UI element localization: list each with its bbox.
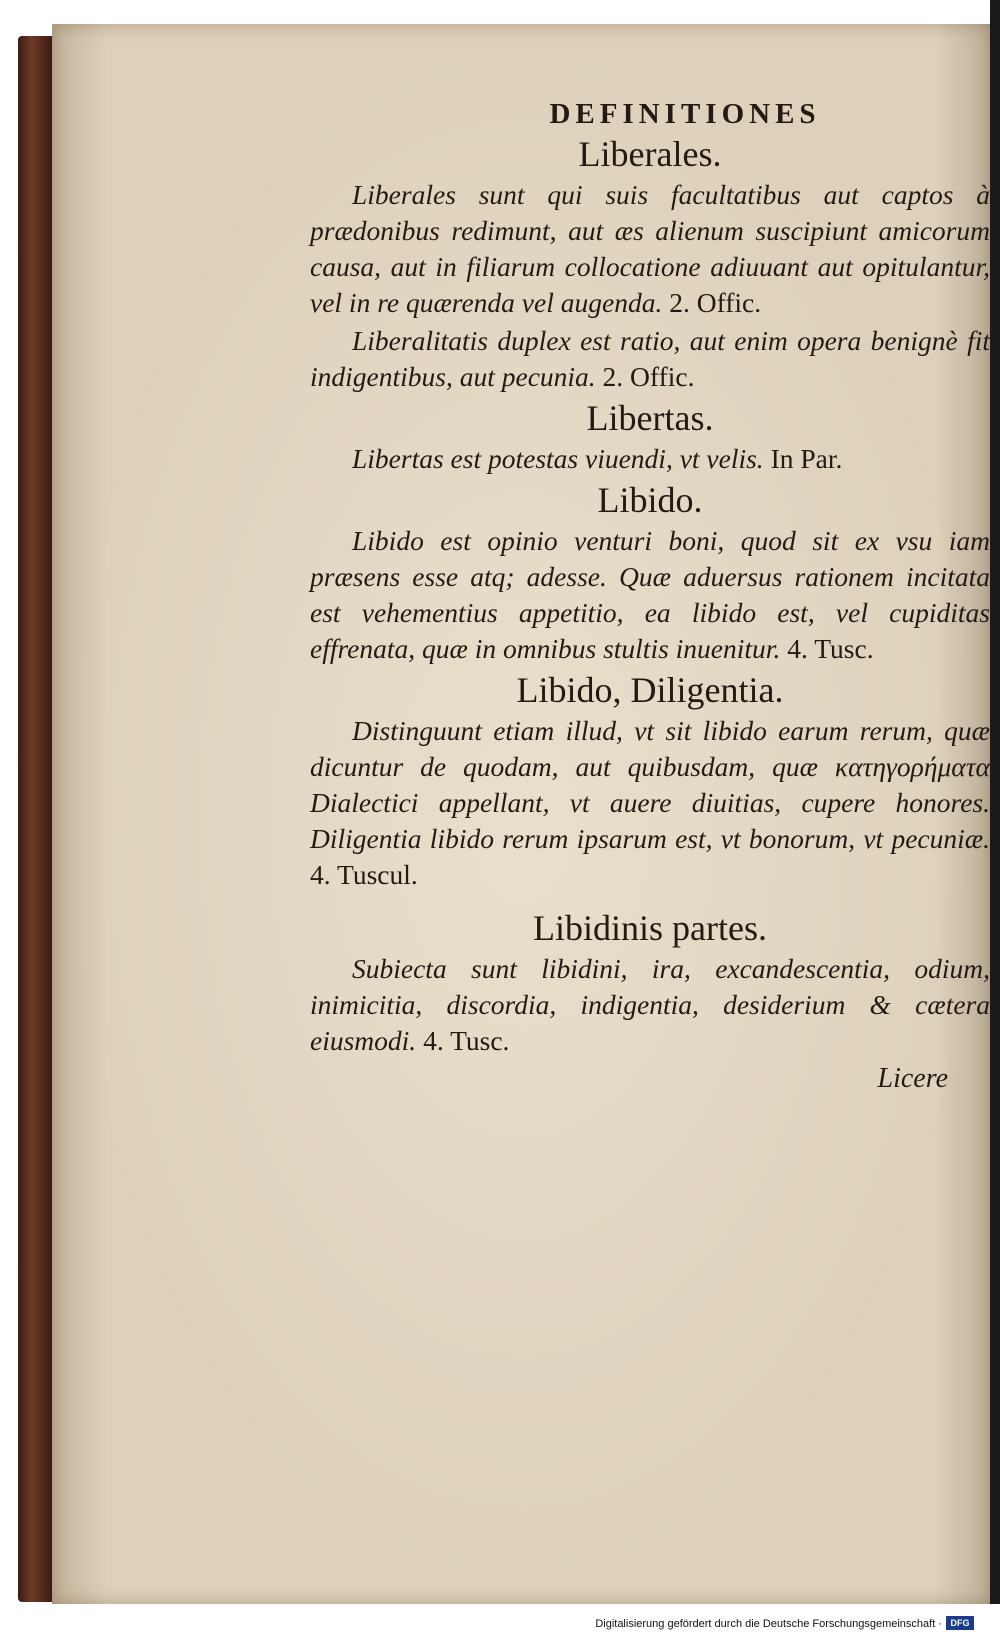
entry-paragraph: Liberales sunt qui suis facultatibus aut captos à prædonibus redimunt, aut æs alienum suscipiunt amicorum causa, aut in filiarum collocatione adiuuant aut opitulantur, vel in re quærenda vel augenda. 2. Offic.: [310, 179, 990, 318]
footer-bar: [0, 1604, 1000, 1642]
entry-heading: Libertas.: [586, 398, 714, 438]
entry-paragraph: Distinguunt etiam illud, vt sit libido earum rerum, quæ dicuntur de quodam, aut quibusdam, quæ κατηγορήματα Dialectici appellant, vt auere diuitias, cupere honores. Diligentia libido rerum ipsarum est, vt bonorum, vt pecuniæ. 4. Tuscul.: [310, 715, 990, 890]
citation: 2. Offic.: [602, 361, 695, 392]
citation: 2. Offic.: [669, 287, 762, 318]
entry-liberales: [310, 133, 990, 395]
entry-paragraph: Libertas est potestas viuendi, vt velis. In Par.: [352, 443, 843, 474]
page-text: [310, 98, 990, 1095]
entry-paragraph: Liberalitatis duplex est ratio, aut enim opera benignè fit indigentibus, aut pecunia. 2. Offic.: [310, 325, 990, 392]
citation: 4. Tusc.: [423, 1025, 510, 1056]
funding-credit: Digitalisierung gefördert durch die Deutsche Forschungsgemeinschaft ·: [595, 1618, 942, 1630]
entry-paragraph: Libido est opinio venturi boni, quod sit ex vsu iam præsens esse atq; adesse. Quæ aduersus rationem incitata est vehementius appetitio, ea libido est, vel cupiditas effrenata, quæ in omnibus stultis inuenitur. 4. Tusc.: [310, 525, 990, 664]
running-head: DEFINITIONES: [549, 98, 821, 130]
citation: 4. Tuscul.: [310, 859, 418, 890]
entry-libido: [310, 479, 990, 667]
entry-libido-diligentia: [310, 669, 990, 893]
entry-heading: Libido.: [597, 480, 703, 520]
entry-paragraph: Subiecta sunt libidini, ira, excandescentia, odium, inimicitia, discordia, indigentia, desiderium & cætera eiusmodi. 4. Tusc.: [310, 953, 990, 1056]
entry-libidinis-partes: [310, 907, 990, 1059]
citation: 4. Tusc.: [787, 633, 874, 664]
entry-heading: Liberales.: [578, 134, 722, 174]
entry-libertas: [310, 397, 990, 477]
dfg-logo-icon: DFG: [946, 1616, 974, 1630]
citation: In Par.: [770, 443, 843, 474]
scan-border: [990, 0, 1000, 1604]
entry-heading: Libidinis partes.: [533, 908, 767, 948]
catchword: Licere: [877, 1063, 948, 1094]
entry-heading: Libido, Diligentia.: [516, 670, 784, 710]
